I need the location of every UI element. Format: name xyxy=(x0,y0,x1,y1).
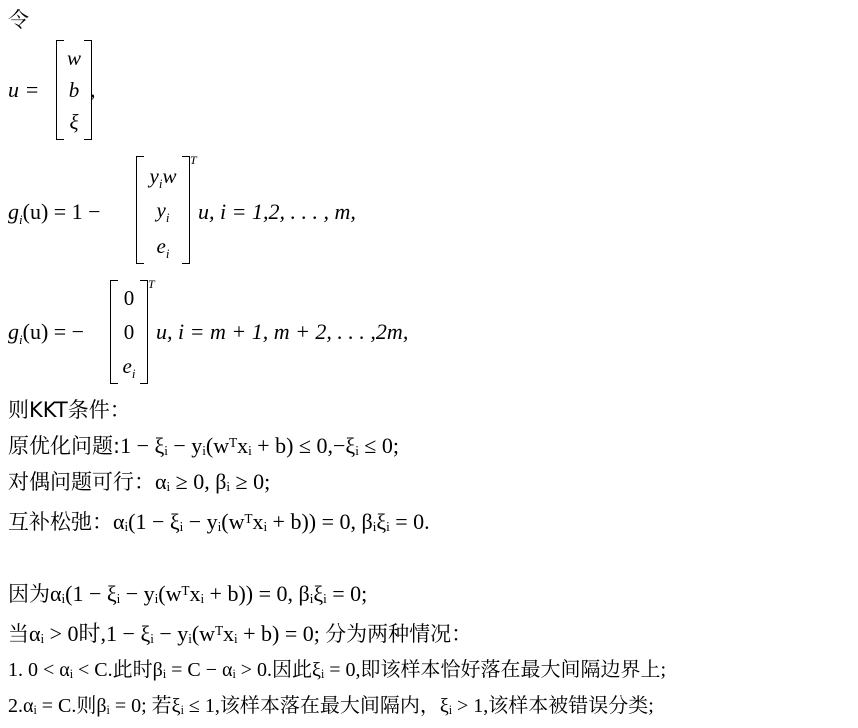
primal-label: 原优化问题: xyxy=(8,434,121,458)
g1-vector xyxy=(136,156,190,264)
g2-lhs: $g_i(u)$ = − xyxy=(8,319,85,347)
u-tail: , xyxy=(90,77,96,102)
because-label: 因为 xyxy=(8,582,50,606)
u-entry-w: w xyxy=(66,46,81,70)
g1-transpose: T xyxy=(190,153,197,167)
primal-expr: 1 − ξᵢ − yᵢ(wᵀxᵢ + b) ≤ 0,−ξᵢ ≤ 0; xyxy=(120,433,399,458)
dual-line xyxy=(8,468,270,496)
when-tail: 分为两种情况： xyxy=(325,622,473,646)
case-1: 1. 0 < αᵢ < C.此时βᵢ = C − αᵢ > 0.因此ξᵢ = 0,即该样本恰好落在最大间隔边界上; xyxy=(8,659,667,681)
u-entry-b: b xyxy=(68,78,80,102)
when-line xyxy=(8,620,472,648)
when-label: 当 xyxy=(8,622,29,646)
case-2: 2.αᵢ = C.则βᵢ = 0; 若ξᵢ ≤ 1,该样本落在最大间隔内，ξᵢ > 1,该样本被错误分类; xyxy=(8,695,654,717)
because-line xyxy=(8,580,367,608)
g2-entry-1: 0 xyxy=(123,286,135,310)
slack-expr: αᵢ(1 − ξᵢ − yᵢ(wᵀxᵢ + b)) = 0, βᵢξᵢ = 0. xyxy=(113,509,430,534)
intro-text: 令 xyxy=(8,8,29,32)
g1-entry-3: $e_i$ xyxy=(156,234,170,261)
g2-vector xyxy=(110,280,148,384)
u-entry-xi: ξ xyxy=(69,110,79,134)
slack-label: 互补松弛： xyxy=(8,510,113,534)
g2-transpose: T xyxy=(148,277,155,291)
g2-tail: u, i = m + 1, m + 2, . . . ,2m, xyxy=(156,319,409,344)
g2-entry-3: $e_i$ xyxy=(122,354,136,381)
primal-line xyxy=(8,432,399,460)
dual-expr: αᵢ ≥ 0, βᵢ ≥ 0; xyxy=(155,469,271,494)
u-lhs: u = xyxy=(8,77,40,102)
kkt-label: 则KKT条件： xyxy=(8,398,131,422)
g1-entry-2: $y_i$ xyxy=(156,198,170,225)
when-expr: αᵢ > 0时,1 − ξᵢ − yᵢ(wᵀxᵢ + b) = 0; xyxy=(29,621,320,646)
dual-label: 对偶问题可行： xyxy=(8,470,155,494)
g1-lhs: $g_i(u) = 1$ − xyxy=(8,199,101,227)
g2-entry-2: 0 xyxy=(123,320,135,344)
g1-tail: u, i = 1,2, . . . , m, xyxy=(198,199,356,224)
u-vector xyxy=(56,40,92,140)
g1-entry-1: $y_iw$ xyxy=(149,164,177,191)
slack-line xyxy=(8,508,430,536)
because-expr: αᵢ(1 − ξᵢ − yᵢ(wᵀxᵢ + b)) = 0, βᵢξᵢ = 0; xyxy=(50,581,368,606)
